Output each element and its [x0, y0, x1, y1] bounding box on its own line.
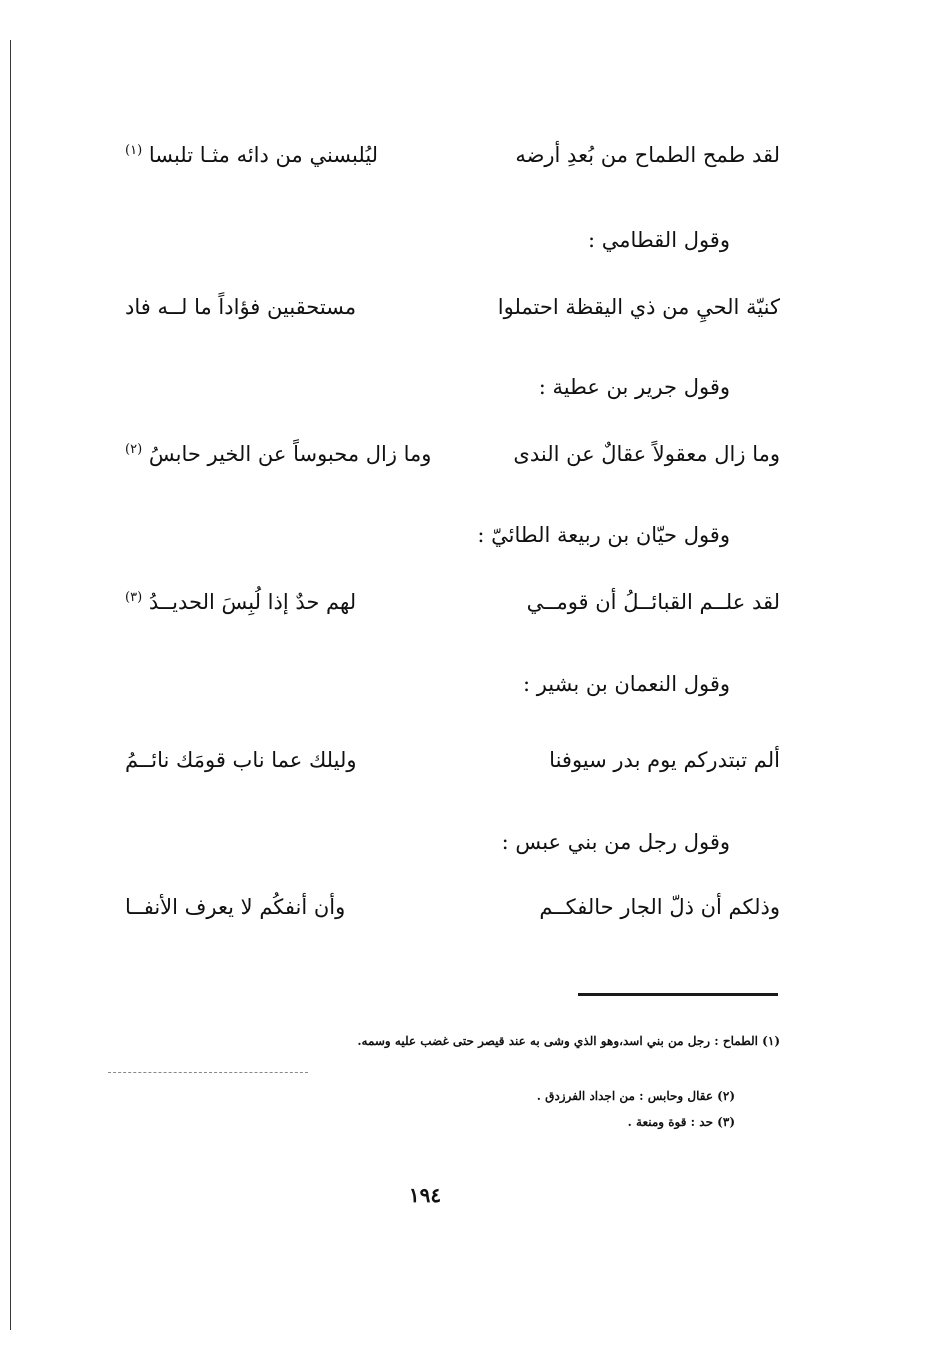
- verse-second-hemistich: وأن أنفكُم لا يعرف الأنفــا: [125, 895, 346, 919]
- verse-second-hemistich: مستحقبين فؤاداً ما لــه فاد: [125, 295, 357, 319]
- verse-second-hemistich: [125, 582, 356, 622]
- verse-second-hemistich: [125, 135, 378, 175]
- verse-second-text: ليُلبسني من دائه مثـا تلبسا: [148, 143, 379, 167]
- faint-rule: [108, 1072, 308, 1074]
- verse-line: [125, 434, 780, 474]
- footnote-1: (١) الطماح : رجل من بني اسد،وهو الذي وشى به عند قيصر حتى غضب عليه وسمه.: [357, 1034, 780, 1048]
- verse-line: [125, 582, 780, 622]
- verse-first-hemistich: لقد طمح الطماح من بُعدِ أرضه: [515, 143, 780, 167]
- verse-first-hemistich: كنيّة الحيِ من ذي اليقظة احتملوا: [497, 295, 780, 319]
- verse-line: [125, 135, 780, 175]
- verse-intro: وقول النعمان بن بشير :: [522, 672, 730, 696]
- footnote-marker: (٣): [125, 590, 143, 605]
- verse-second-hemistich: [125, 434, 431, 474]
- verse-intro: وقول القطامي :: [588, 228, 730, 252]
- verse-second-text: وما زال محبوساً عن الخير حابسُ: [148, 442, 432, 466]
- verse-first-hemistich: ألم تبتدركم يوم بدر سيوفنا: [549, 748, 780, 772]
- scan-edge-line: [10, 40, 11, 1330]
- verse-intro: وقول جرير بن عطية :: [538, 375, 730, 399]
- verse-first-hemistich: لقد علــم القبائــلُ أن قومــي: [526, 590, 780, 614]
- footnote-2: (٢) عقال وحابس : من اجداد الفرزدق .: [536, 1089, 735, 1103]
- verse-first-hemistich: وذلكم أن ذلّ الجار حالفكــم: [539, 895, 780, 919]
- footnote-3: (٣) حد : قوة ومنعة .: [627, 1115, 735, 1129]
- verse-intro: وقول حيّان بن ربيعة الطائيّ :: [477, 523, 730, 547]
- verse-line: [125, 887, 780, 927]
- footnote-separator: [578, 993, 778, 996]
- verse-second-hemistich: وليلك عما ناب قومَك نائــمُ: [125, 748, 357, 772]
- footnote-marker: (٢): [125, 442, 143, 457]
- verse-second-text: لهم حدٌ إذا لُبِسَ الحديــدُ: [148, 590, 357, 614]
- verse-line: [125, 287, 780, 327]
- verse-intro: وقول رجل من بني عبس :: [501, 830, 730, 854]
- footnote-marker: (١): [125, 143, 143, 158]
- verse-line: [125, 740, 780, 780]
- verse-first-hemistich: وما زال معقولاً عقالٌ عن الندى: [513, 442, 780, 466]
- page-number: ١٩٤: [408, 1183, 442, 1207]
